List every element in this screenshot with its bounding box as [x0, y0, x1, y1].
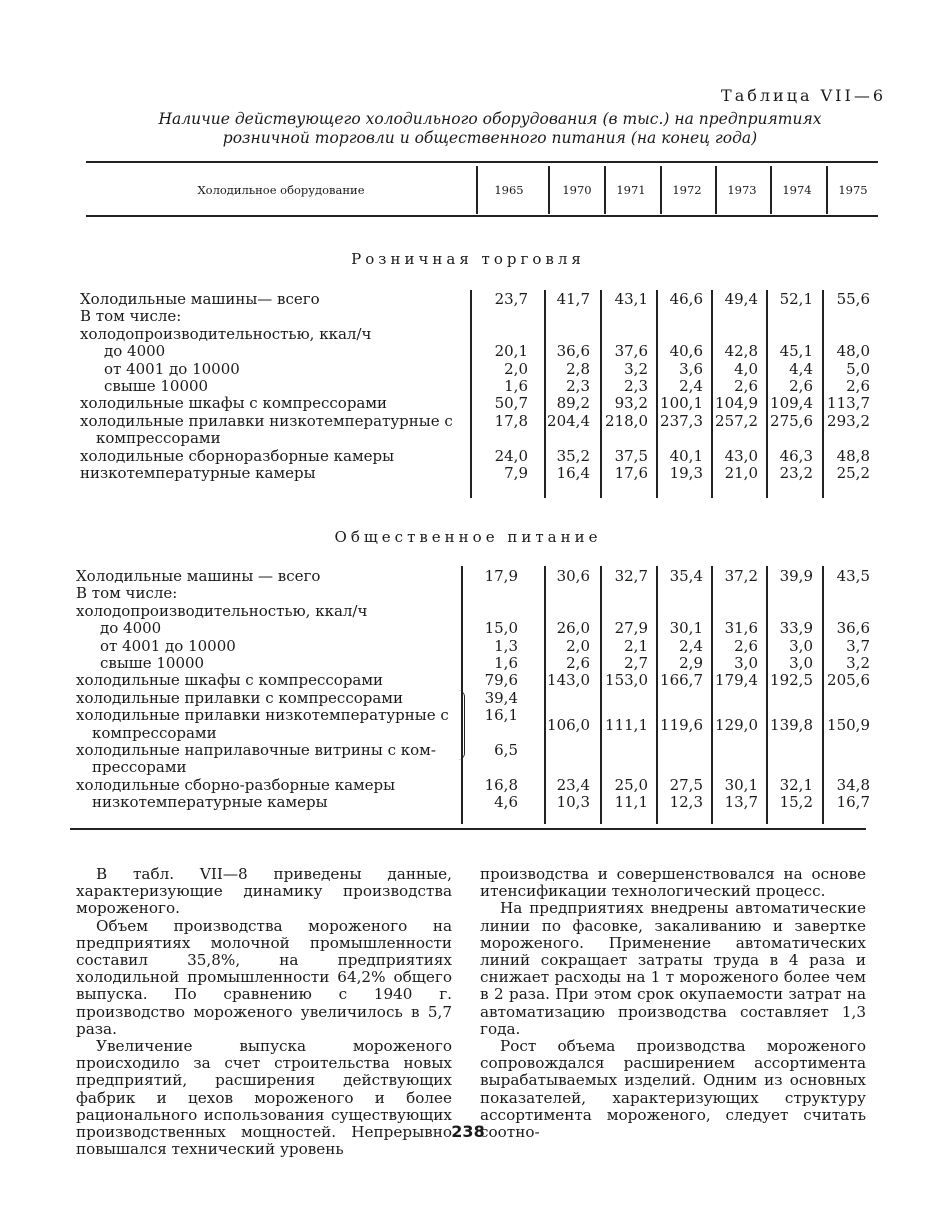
- row-label: холодильные наприлавочные витрины с ком-: [76, 741, 436, 759]
- table-cell: 3,0: [789, 654, 813, 672]
- row-label: Холодильные машины — всего: [76, 567, 321, 585]
- table-cell: 35,2: [556, 446, 590, 465]
- table-cell-grouped: 150,9: [827, 715, 870, 734]
- table-cell: 32,1: [779, 775, 813, 794]
- row-label: холодильные шкафы с компрессорами: [76, 671, 384, 690]
- table-cell: 36,6: [836, 619, 870, 638]
- paragraph: Рост объема производства мороженого сопровождался расширением ассортимента вырабатываемых изделий. Одним из основных показателей, характеризующих структуру ассортимента мороженого, следует считать соотно-: [480, 1037, 866, 1142]
- table-cell: 218,0: [605, 411, 648, 430]
- header-bottom-rule: [86, 215, 878, 217]
- row-label: холодильные прилавки низкотемпературные с: [76, 706, 449, 725]
- header-column-divider: [548, 166, 550, 214]
- table-cell: 3,0: [789, 636, 813, 655]
- table-cell: 2,1: [624, 636, 648, 655]
- table-cell: 21,0: [724, 464, 758, 482]
- table-cell: 2,4: [679, 636, 703, 655]
- table-cell: 153,0: [605, 671, 648, 690]
- table-cell-grouped: 111,1: [605, 715, 648, 734]
- table-cell: 2,3: [566, 377, 590, 395]
- table-cell: 7,9: [504, 464, 528, 482]
- header-column-divider: [604, 166, 606, 214]
- table-cell: 143,0: [547, 671, 590, 690]
- table-cell: 3,6: [679, 359, 703, 378]
- table-cell: 2,6: [734, 636, 758, 655]
- table-cell: 237,3: [660, 411, 703, 430]
- table-cell: 113,7: [827, 394, 870, 413]
- table-cell: 52,1: [779, 290, 813, 308]
- table-cell: 12,3: [669, 793, 703, 812]
- table-cell-grouped: 129,0: [715, 715, 758, 734]
- table-cell: 19,3: [669, 464, 703, 482]
- row-label: до 4000: [100, 619, 162, 638]
- table-cell: 2,6: [566, 654, 590, 672]
- row-label: свыше 10000: [100, 654, 205, 672]
- table-cell: 13,7: [724, 793, 758, 812]
- header-year: 1971: [616, 183, 646, 197]
- table-top-rule: [86, 161, 878, 163]
- table-cell: 275,6: [770, 411, 813, 430]
- table-cell: 204,4: [547, 411, 590, 430]
- header-year: 1975: [838, 183, 868, 197]
- table-cell: 2,3: [624, 377, 648, 395]
- table-cell: 36,6: [556, 342, 590, 361]
- table-cell: 25,2: [836, 464, 870, 482]
- header-column-divider: [660, 166, 662, 214]
- table-cell: 1,6: [504, 377, 528, 395]
- header-column-divider: [770, 166, 772, 214]
- table-cell: 31,6: [724, 619, 758, 638]
- row-label: холодопроизводительностью, ккал/ч: [76, 601, 368, 620]
- table-cell: 3,2: [846, 654, 870, 672]
- table-cell: 17,6: [614, 464, 648, 482]
- paragraph: На предприятиях внедрены автоматические линии по фасовке, закаливанию и завертке мороженого. Применение автоматических линий сокращает затраты труда в 4 раза и снижает расходы на 1 т мороженого более чем в 2 раза. При этом срок окупаемости затрат на автоматизацию производства составляет 1,3 года.: [480, 899, 866, 1038]
- table-cell: 2,9: [679, 654, 703, 672]
- row-label: от 4001 до 10000: [100, 636, 236, 655]
- header-year: 1970: [562, 183, 592, 197]
- table-cell: 20,1: [494, 342, 528, 361]
- row-label: холодильные прилавки низкотемпературные с: [80, 411, 453, 430]
- row-label: свыше 10000: [104, 377, 209, 395]
- table-cell: 5,0: [846, 359, 870, 378]
- table-cell: 35,4: [669, 567, 703, 585]
- table-cell: 4,0: [734, 359, 758, 378]
- table-cell: 27,9: [614, 619, 648, 638]
- table-cell: 42,8: [724, 342, 758, 361]
- text-column-left: [76, 866, 452, 1158]
- table-cell: 16,1: [484, 706, 518, 725]
- table-cell: 30,1: [669, 619, 703, 638]
- table-cell: 39,4: [484, 688, 518, 707]
- table-cell: 15,2: [779, 793, 813, 812]
- table-caption: [120, 110, 860, 148]
- table-cell: 40,6: [669, 342, 703, 361]
- table-cell: 48,0: [836, 342, 870, 361]
- table-cell: 33,9: [779, 619, 813, 638]
- table-cell: 17,8: [494, 411, 528, 430]
- table-cell: 6,5: [494, 741, 518, 759]
- table-cell: 1,6: [494, 654, 518, 672]
- table-cell: 4,4: [789, 359, 813, 378]
- row-label: компрессорами: [96, 429, 221, 448]
- row-label: Холодильные машины— всего: [80, 290, 320, 308]
- table-cell: 11,1: [614, 793, 648, 812]
- table-cell: 205,6: [827, 671, 870, 690]
- paragraph: В табл. VII—8 приведены данные, характеризующие динамику производства мороженого.: [76, 865, 452, 918]
- row-label: прессорами: [92, 758, 187, 777]
- paragraph: Объем производства мороженого на предприятиях молочной промышленности составил 35,8%, на предприятиях холодильной промышленности 64,2% общего выпуска. По сравнению с 1940 г. производство мороженого увеличилось в 5,7 раза.: [76, 916, 452, 1038]
- paragraph: производства и совершенствовался на основе итенсификации технологический процесс.: [480, 865, 866, 901]
- section-title: Розничная торговля: [351, 250, 585, 268]
- table-cell: 37,6: [614, 342, 648, 361]
- table-cell: 2,7: [624, 654, 648, 672]
- table-cell: 39,9: [779, 567, 813, 585]
- table-cell: 43,0: [724, 446, 758, 465]
- table-cell: 109,4: [770, 394, 813, 413]
- table-cell: 25,0: [614, 775, 648, 794]
- table-cell: 100,1: [660, 394, 703, 413]
- header-column-divider: [476, 166, 478, 214]
- table-cell: 104,9: [715, 394, 758, 413]
- table-cell: 179,4: [715, 671, 758, 690]
- table-cell: 2,6: [846, 377, 870, 395]
- table-cell: 3,2: [624, 359, 648, 378]
- table-cell: 2,6: [734, 377, 758, 395]
- table-cell: 10,3: [556, 793, 590, 812]
- header-year: 1965: [494, 183, 524, 197]
- table-cell: 2,4: [679, 377, 703, 395]
- row-label: холодильные сборноразборные камеры: [80, 446, 395, 465]
- table-cell: 43,1: [614, 290, 648, 308]
- table-cell: 257,2: [715, 411, 758, 430]
- page-number: 238: [451, 1122, 485, 1141]
- header-column-divider: [826, 166, 828, 214]
- table-cell: 55,6: [836, 290, 870, 308]
- table-cell: 24,0: [494, 446, 528, 465]
- table-cell: 43,5: [836, 567, 870, 585]
- table-cell: 30,1: [724, 775, 758, 794]
- caption-line-1: Наличие действующего холодильного оборудования (в тыс.) на предприятиях: [158, 110, 822, 128]
- table-cell: 34,8: [836, 775, 870, 794]
- table-cell: 50,7: [494, 394, 528, 413]
- table-cell: 1,3: [494, 636, 518, 655]
- text-column-right: [480, 866, 866, 1141]
- header-column-divider: [715, 166, 717, 214]
- table-cell: 46,3: [779, 446, 813, 465]
- table-cell-grouped: 139,8: [770, 715, 813, 734]
- row-label: холодильные сборно-разборные камеры: [76, 775, 396, 794]
- table-cell-grouped: 106,0: [547, 715, 590, 734]
- row-label: от 4001 до 10000: [104, 359, 240, 378]
- row-label: холодильные шкафы с компрессорами: [80, 394, 388, 413]
- table-cell: 49,4: [724, 290, 758, 308]
- table-cell-grouped: 119,6: [660, 715, 703, 734]
- table-cell: 27,5: [669, 775, 703, 794]
- row-label: компрессорами: [92, 723, 217, 742]
- table-cell: 192,5: [770, 671, 813, 690]
- table-cell: 45,1: [779, 342, 813, 361]
- table-cell: 2,8: [566, 359, 590, 378]
- row-label: В том числе:: [76, 584, 178, 603]
- table-cell: 23,4: [556, 775, 590, 794]
- table-cell: 23,2: [779, 464, 813, 482]
- row-label: низкотемпературные камеры: [80, 464, 316, 482]
- row-label: В том числе:: [80, 307, 182, 326]
- table-cell: 17,9: [484, 567, 518, 585]
- table-cell: 2,0: [566, 636, 590, 655]
- table-cell: 79,6: [484, 671, 518, 690]
- table-cell: 15,0: [484, 619, 518, 638]
- table-cell: 2,0: [504, 359, 528, 378]
- grouping-brace: [458, 690, 465, 760]
- table-cell: 293,2: [827, 411, 870, 430]
- table-cell: 89,2: [556, 394, 590, 413]
- table-cell: 93,2: [614, 394, 648, 413]
- header-equipment: Холодильное оборудование: [197, 183, 365, 197]
- table-cell: 26,0: [556, 619, 590, 638]
- row-label: до 4000: [104, 342, 166, 361]
- table-cell: 23,7: [494, 290, 528, 308]
- row-label: низкотемпературные камеры: [92, 793, 328, 812]
- table-label: Таблица VII—6: [721, 86, 886, 105]
- table-cell: 166,7: [660, 671, 703, 690]
- table-bottom-rule: [70, 828, 866, 830]
- table-cell: 37,5: [614, 446, 648, 465]
- table-cell: 4,6: [494, 793, 518, 812]
- table-cell: 32,7: [614, 567, 648, 585]
- header-year: 1972: [672, 183, 702, 197]
- row-label: холодильные прилавки с компрессорами: [76, 688, 403, 707]
- table-cell: 16,7: [836, 793, 870, 812]
- table-cell: 37,2: [724, 567, 758, 585]
- table-cell: 40,1: [669, 446, 703, 465]
- paragraph: Увеличение выпуска мороженого происходило за счет строительства новых предприятий, расширения действующих фабрик и цехов мороженого и более рационального использования существующих производственных мощностей. Непрерывно повышался технический уровень: [76, 1037, 452, 1159]
- table-cell: 41,7: [556, 290, 590, 308]
- section-title: Общественное питание: [334, 528, 602, 546]
- header-year: 1973: [727, 183, 757, 197]
- table-cell: 16,4: [556, 464, 590, 482]
- row-label: холодопроизводительностью, ккал/ч: [80, 324, 372, 343]
- table-cell: 46,6: [669, 290, 703, 308]
- table-cell: 16,8: [484, 775, 518, 794]
- header-year: 1974: [782, 183, 812, 197]
- table-cell: 3,0: [734, 654, 758, 672]
- table-cell: 3,7: [846, 636, 870, 655]
- caption-line-2: розничной торговли и общественного питания (на конец года): [222, 129, 758, 147]
- table-cell: 2,6: [789, 377, 813, 395]
- table-cell: 48,8: [836, 446, 870, 465]
- table-cell: 30,6: [556, 567, 590, 585]
